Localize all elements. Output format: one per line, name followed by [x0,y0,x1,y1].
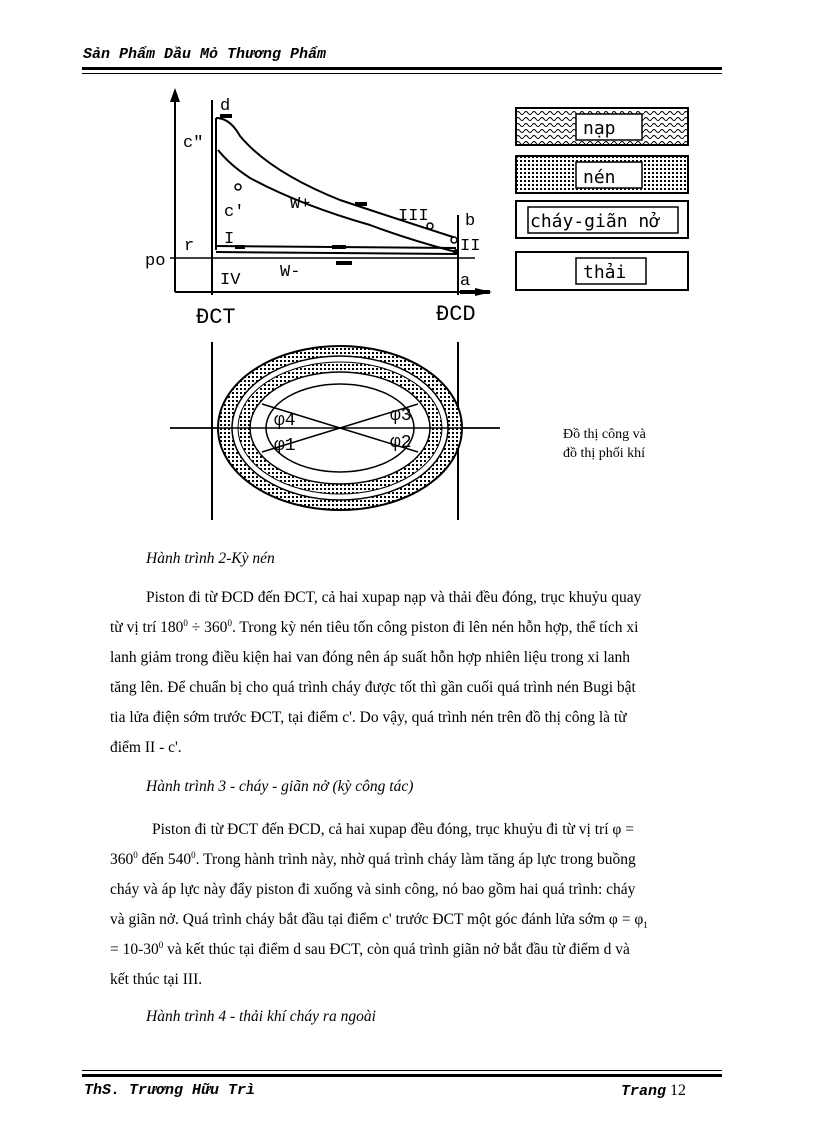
pv-axes [170,88,492,296]
pv-markers [220,114,490,294]
label-phi2: φ2 [390,433,412,453]
legend-exhaust: thải [583,262,627,283]
label-phi4: φ4 [274,411,296,431]
label-point-c1: c' [224,203,245,222]
s3-line-2: $360^0$ đến $540^0$. Trong hành trình này, nhờ quá trình cháy làm tăng áp lực trong buồng [110,849,636,868]
label-point-c2: c" [183,134,204,153]
valve-timing-diagram [170,342,500,520]
caption-line-2: đồ thị phối khí [563,446,646,461]
compression-curve [218,150,456,252]
section-3-title: Hành trình 3 - cháy - giãn nở (kỳ công tác) [146,778,414,795]
header-rule-thick [82,67,722,70]
label-dcd: ĐCD [436,302,476,327]
s2-line-5: tia lửa điện sớm trước ĐCT, tại điểm c'. Do vậy, quá trình nén trên đồ thị công là từ [110,709,627,726]
footer-rule-thin [82,1070,722,1071]
section-3-paragraph [110,815,720,995]
s2-line-3: lanh giảm trong điều kiện hai van đóng nên áp suất hỗn hợp nhiên liệu trong xi lanh [110,649,631,666]
caption-line-1: Đồ thị công và [563,427,646,442]
s3-line-6: kết thúc tại III. [110,971,203,988]
section-4-title: Hành trình 4 - thải khí cháy ra ngoài [146,1008,376,1025]
label-phi1: φ1 [274,436,296,456]
legend-combustion-expansion: cháy-giãn nở [530,211,661,232]
label-w-minus: W- [280,263,301,282]
s2-line-1: Piston đi từ ĐCD đến ĐCT, cả hai xupap nạp và thải đều đóng, trục khuỷu quay [146,589,642,606]
s2-line-4: tăng lên. Để chuẩn bị cho quá trình cháy được tốt thì gần cuối quá trình nén Bugi bật [110,679,636,696]
exhaust-line [216,252,456,254]
s3-line-3: cháy và áp lực này đẩy piston đi xuống và sinh công, nó bao gồm hai quá trình: cháy [110,881,636,898]
s2-line-6: điểm II - c'. [110,739,182,756]
label-III: III [398,207,429,226]
page-number: 12 [670,1082,687,1099]
label-dct: ĐCT [196,305,236,330]
s3-line-1: Piston đi từ ĐCT đến ĐCD, cả hai xupap đều đóng, trục khuỷu đi từ vị trí φ = [152,821,634,838]
footer-author: ThS. Trương Hữu Trì [84,1082,256,1099]
legend-compression: nén [583,167,616,188]
section-2-title: Hành trình 2-Kỳ nén [146,550,275,567]
label-point-a: a [460,272,471,291]
section-2-paragraph [110,583,720,763]
s2-line-2: từ vị trí $180^0 \div 360^0$. Trong kỳ nén tiêu tốn công piston đi lên nén hỗn hợp, thể tích xi [110,617,639,636]
label-w-plus: W+ [290,195,311,214]
label-II: II [460,237,481,256]
label-point-r: r [184,237,195,256]
pv-curves [216,118,456,254]
page-header-title: Sản Phẩm Dầu Mỏ Thương Phẩm [83,46,327,63]
header-rule-thin [82,73,722,74]
label-phi3: φ3 [390,406,412,426]
label-point-d: d [220,97,231,116]
label-I: I [224,230,235,249]
legend [516,108,688,290]
label-point-b: b [465,212,476,231]
s3-line-4: và giãn nở. Quá trình cháy bắt đầu tại điểm c' trước ĐCT một góc đánh lửa sớm $\varphi = \varphi_1$ [110,911,648,931]
diagram-caption [563,425,703,463]
footer-page [621,1082,686,1100]
s3-line-5: = $10-30^0$ và kết thúc tại điểm d sau ĐCT, còn quá trình giãn nở bắt đầu từ điểm d và [110,939,630,958]
label-IV: IV [220,271,241,290]
page-label: Trang [621,1083,667,1100]
label-p0: po [145,252,166,271]
legend-intake: nạp [583,118,616,139]
footer-rule-thick [82,1074,722,1077]
